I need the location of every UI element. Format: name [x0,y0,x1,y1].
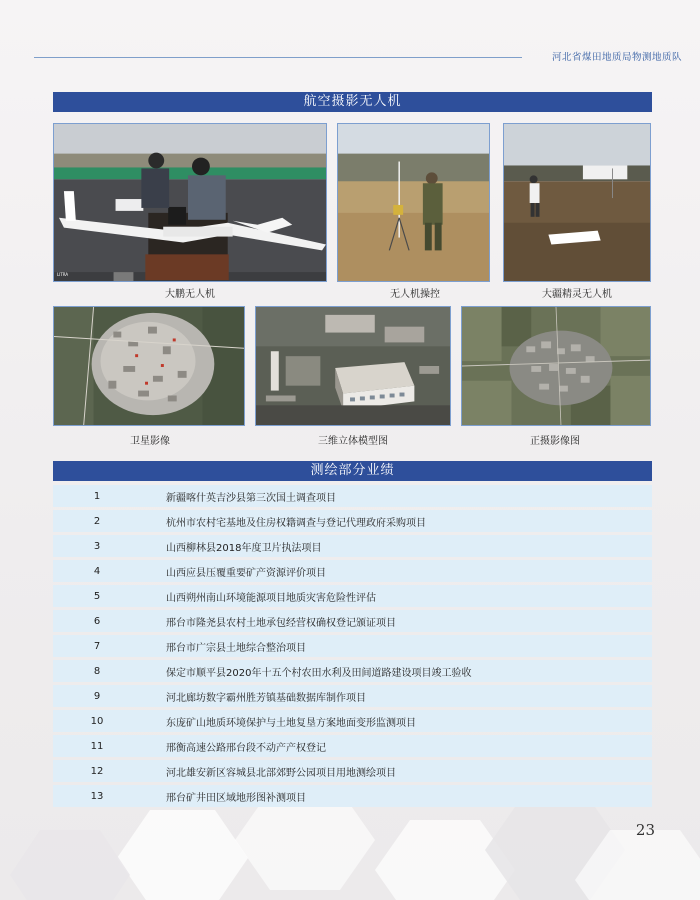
photo-dapeng-uav [53,123,327,282]
table-row [53,760,652,782]
row-number: 6 [93,615,101,627]
row-project-name: 邢台市隆尧县农村土地承包经营权确权登记颁证项目 [166,617,396,629]
table-row [53,710,652,732]
row-number: 9 [93,690,101,702]
section-title-uav: 航空摄影无人机 [53,92,652,112]
row-project-name: 山西应县压覆重要矿产资源评价项目 [166,567,326,579]
table-row [53,735,652,757]
caption-ortho-image: 正摄影像图 [530,436,580,447]
row-number: 11 [90,740,104,752]
row-project-name: 邢台市广宗县土地综合整治项目 [166,642,306,654]
caption-satellite-image: 卫星影像 [130,436,170,447]
row-number: 13 [90,790,104,802]
row-project-name: 新疆喀什英吉沙县第三次国土调查项目 [166,492,336,504]
header-rule [34,57,522,58]
row-number: 4 [93,565,101,577]
photo-satellite-image [53,306,245,426]
row-project-name: 山西柳林县2018年度卫片执法项目 [166,542,322,554]
row-project-name: 杭州市农村宅基地及住房权籍调查与登记代理政府采购项目 [166,517,426,529]
caption-dji-uav: 大疆精灵无人机 [542,289,612,300]
table-row [53,610,652,632]
row-number: 1 [93,490,101,502]
projects-table [53,485,652,810]
row-number: 8 [93,665,101,677]
row-number: 10 [90,715,104,727]
row-number: 5 [93,590,101,602]
row-project-name: 东庞矿山地质环境保护与土地复垦方案地面变形监测项目 [166,717,416,729]
table-row [53,560,652,582]
table-row [53,685,652,707]
photo-dji-uav [503,123,651,282]
row-project-name: 保定市顺平县2020年十五个村农田水利及田间道路建设项目竣工验收 [166,667,472,679]
table-row [53,635,652,657]
table-row [53,535,652,557]
table-row [53,660,652,682]
section-title-projects: 测绘部分业绩 [53,461,652,481]
row-number: 7 [93,640,101,652]
caption-3d-model: 三维立体模型图 [318,436,388,447]
row-number: 12 [90,765,104,777]
caption-dapeng-uav: 大鹏无人机 [165,289,215,300]
row-number: 3 [93,540,101,552]
table-row [53,510,652,532]
row-project-name: 河北廊坊数字霸州胜芳镇基础数据库制作项目 [166,692,366,704]
row-project-name: 河北雄安新区容城县北部郊野公园项目用地测绘项目 [166,767,396,779]
table-row [53,785,652,807]
row-project-name: 山西朔州南山环境能源项目地质灾害危险性评估 [166,592,376,604]
page-number: 23 [635,821,655,839]
photo-3d-model [255,306,451,426]
row-project-name: 邢衡高速公路邢台段不动产产权登记 [166,742,326,754]
photo-ortho-image [461,306,651,426]
caption-uav-operation: 无人机操控 [390,289,440,300]
table-row [53,585,652,607]
row-number: 2 [93,515,101,527]
row-project-name: 邢台矿井田区域地形图补测项目 [166,792,306,804]
header-organization: 河北省煤田地质局物测地质队 [551,52,682,63]
photo-uav-operation [337,123,490,282]
table-row [53,485,652,507]
photo-watermark: LITRA [56,272,69,278]
